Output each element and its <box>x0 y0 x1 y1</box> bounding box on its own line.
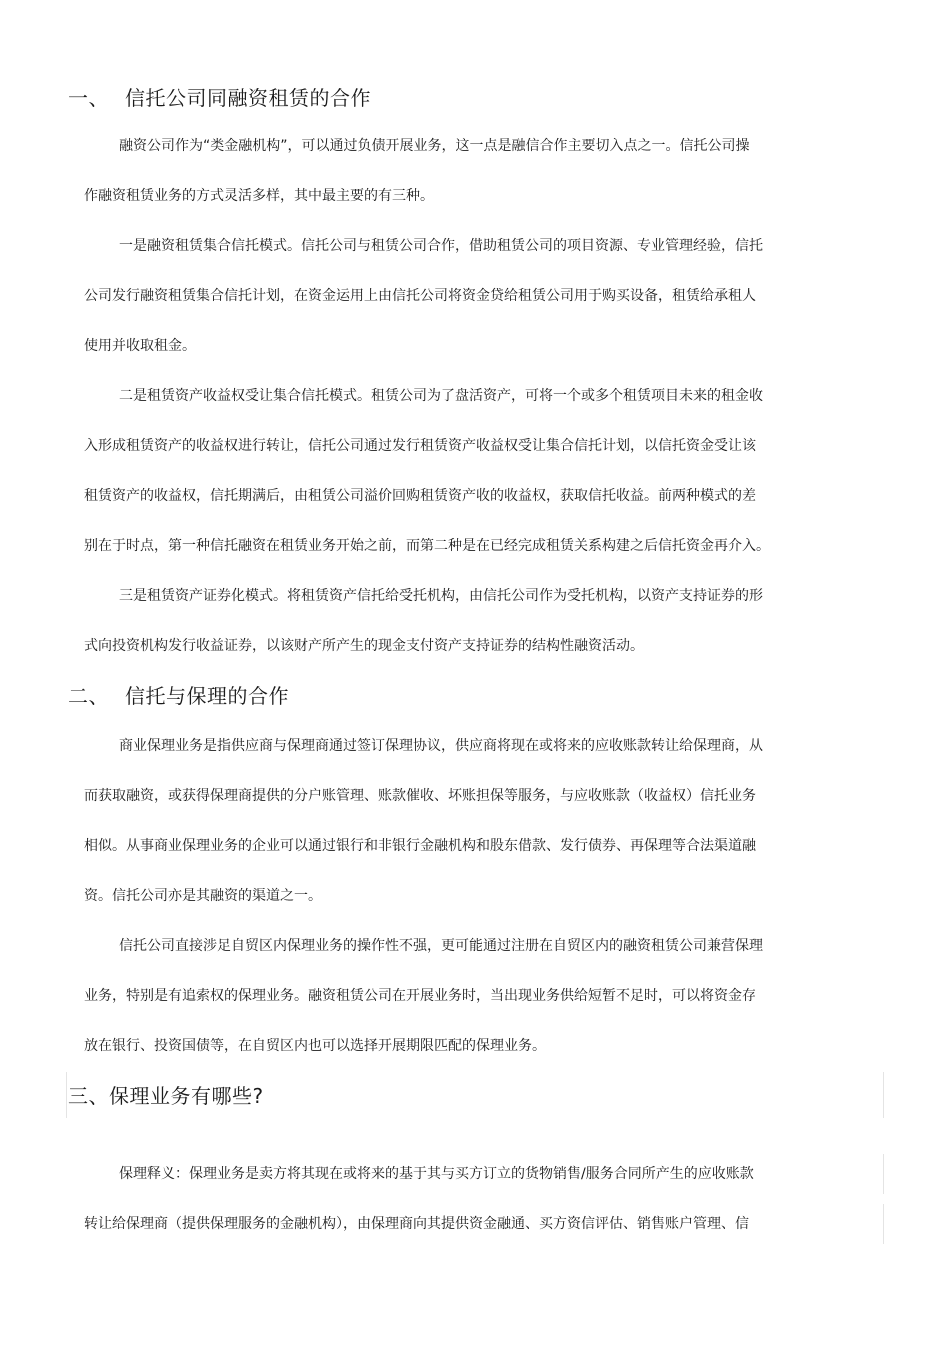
paragraph-line <box>119 736 763 756</box>
section-number: 一、 <box>68 86 109 110</box>
paragraph-text: 保理释义：保理业务是卖方将其现在或将来的基于其与买方订立的货物销售/服务合同所产生的应收账款 <box>119 1166 754 1182</box>
paragraph-line <box>84 286 756 306</box>
paragraph-line <box>84 186 434 206</box>
paragraph-line <box>84 536 770 556</box>
section-3-heading <box>68 1082 264 1110</box>
paragraph-text: 式向投资机构发行收益证券，以该财产所产生的现金支付资产支持证券的结构性融资活动。 <box>84 638 644 654</box>
divider <box>66 1072 67 1118</box>
paragraph-text: 融资公司作为“类金融机构”，可以通过负债开展业务，这一点是融信合作主要切入点之一。信托公司操 <box>119 138 750 154</box>
paragraph-text: 而获取融资，或获得保理商提供的分户账管理、账款催收、坏账担保等服务，与应收账款（收益权）信托业务 <box>84 788 756 804</box>
section-title: 信托公司同融资租赁的合作 <box>125 86 371 110</box>
paragraph-text: 租赁资产的收益权，信托期满后，由租赁公司溢价回购租赁资产收的收益权，获取信托收益。前两种模式的差 <box>84 488 756 504</box>
section-title: 保理业务有哪些? <box>109 1084 264 1108</box>
paragraph-text: 三是租赁资产证券化模式。将租赁资产信托给受托机构，由信托公司作为受托机构，以资产支持证券的形 <box>119 588 763 604</box>
paragraph-text: 一是融资租赁集合信托模式。信托公司与租赁公司合作，借助租赁公司的项目资源、专业管理经验，信托 <box>119 238 763 254</box>
section-number: 二、 <box>68 684 109 708</box>
divider <box>883 1204 884 1244</box>
divider <box>883 1154 884 1194</box>
paragraph-text: 相似。从事商业保理业务的企业可以通过银行和非银行金融机构和股东借款、发行债券、再保理等合法渠道融 <box>84 838 756 854</box>
section-2-heading <box>68 682 289 710</box>
paragraph-text: 转让给保理商（提供保理服务的金融机构），由保理商向其提供资金融通、买方资信评估、销售账户管理、信 <box>84 1216 749 1232</box>
paragraph-text: 使用并收取租金。 <box>84 338 196 354</box>
divider <box>883 1072 884 1118</box>
section-title: 信托与保理的合作 <box>125 684 289 708</box>
paragraph-line <box>119 236 763 256</box>
paragraph-line <box>84 486 756 506</box>
paragraph-line <box>84 786 756 806</box>
paragraph-text: 二是租赁资产收益权受让集合信托模式。租赁公司为了盘活资产，可将一个或多个租赁项目未来的租金收 <box>119 388 763 404</box>
paragraph-line <box>84 836 756 856</box>
paragraph-text: 放在银行、投资国债等，在自贸区内也可以选择开展期限匹配的保理业务。 <box>84 1038 546 1054</box>
paragraph-text: 业务，特别是有追索权的保理业务。融资租赁公司在开展业务时，当出现业务供给短暂不足时，可以将资金存 <box>84 988 756 1004</box>
paragraph-line <box>84 336 196 356</box>
paragraph-line <box>84 636 644 656</box>
paragraph-text: 公司发行融资租赁集合信托计划，在资金运用上由信托公司将资金贷给租赁公司用于购买设备，租赁给承租人 <box>84 288 756 304</box>
paragraph-line <box>84 886 322 906</box>
paragraph-line <box>119 586 763 606</box>
paragraph-line <box>119 1164 754 1184</box>
paragraph-text: 入形成租赁资产的收益权进行转让，信托公司通过发行租赁资产收益权受让集合信托计划，以信托资金受让该 <box>84 438 756 454</box>
paragraph-text: 资。信托公司亦是其融资的渠道之一。 <box>84 888 322 904</box>
paragraph-line <box>84 1214 749 1234</box>
section-1-heading <box>68 84 371 112</box>
paragraph-text: 商业保理业务是指供应商与保理商通过签订保理协议，供应商将现在或将来的应收账款转让给保理商，从 <box>119 738 763 754</box>
paragraph-line <box>84 1036 546 1056</box>
paragraph-line <box>119 936 763 956</box>
paragraph-line <box>84 986 756 1006</box>
section-number: 三、 <box>68 1084 109 1108</box>
paragraph-line <box>119 136 819 156</box>
paragraph-text: 别在于时点，第一种信托融资在租赁业务开始之前，而第二种是在已经完成租赁关系构建之后信托资金再介入。 <box>84 538 770 554</box>
paragraph-line <box>84 436 756 456</box>
paragraph-line <box>119 386 763 406</box>
paragraph-text: 作融资租赁业务的方式灵活多样，其中最主要的有三种。 <box>84 188 434 204</box>
paragraph-text: 信托公司直接涉足自贸区内保理业务的操作性不强，更可能通过注册在自贸区内的融资租赁公司兼营保理 <box>119 938 763 954</box>
